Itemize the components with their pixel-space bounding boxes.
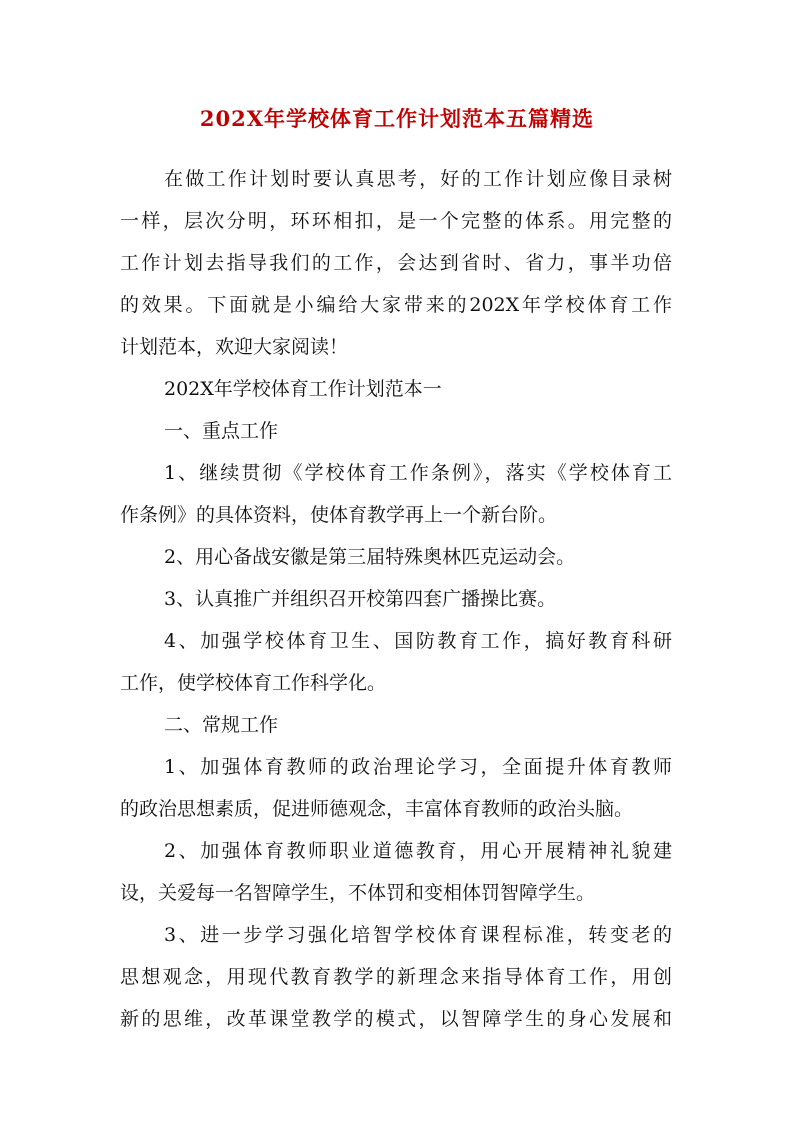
- paragraph-line: 一样，层次分明，环环相扣，是一个完整的体系。用完整的: [120, 210, 672, 232]
- paragraph-line: 作条例》的具体资料，使体育教学再上一个新台阶。: [120, 504, 558, 526]
- document-body: [120, 158, 672, 1040]
- paragraph-line: 的效果。下面就是小编给大家带来的202X年学校体育工作: [120, 294, 672, 316]
- document-title: 202X年学校体育工作计划范本五篇精选: [199, 106, 595, 131]
- paragraph-line: 2、用心备战安徽是第三届特殊奥林匹克运动会。: [164, 546, 576, 568]
- paragraph-line: 1、继续贯彻《学校体育工作条例》，落实《学校体育工: [164, 462, 672, 484]
- paragraph-line: 2、加强体育教师职业道德教育，用心开展精神礼貌建: [164, 840, 672, 862]
- section-title: 202X年学校体育工作计划范本一: [164, 378, 442, 400]
- paragraph-line: 的政治思想素质，促进师德观念，丰富体育教师的政治头脑。: [120, 798, 634, 820]
- paragraph-line: 3、认真推广并组织召开校第四套广播操比赛。: [164, 588, 557, 610]
- paragraph-line: 1、加强体育教师的政治理论学习，全面提升体育教师: [164, 756, 672, 778]
- section-heading: 一、重点工作: [164, 420, 279, 442]
- paragraph-line: 计划范本，欢迎大家阅读！: [120, 336, 349, 358]
- paragraph-line: 3、进一步学习强化培智学校体育课程标准，转变老的: [164, 924, 672, 946]
- paragraph-line: 新的思维，改革课堂教学的模式，以智障学生的身心发展和: [120, 1008, 672, 1030]
- paragraph-line: 工作，使学校体育工作科学化。: [120, 672, 387, 694]
- paragraph-line: 在做工作计划时要认真思考，好的工作计划应像目录树: [164, 168, 672, 190]
- section-heading: 二、常规工作: [164, 714, 279, 736]
- paragraph-line: 4、加强学校体育卫生、国防教育工作，搞好教育科研: [164, 630, 672, 652]
- paragraph-line: 工作计划去指导我们的工作，会达到省时、省力，事半功倍: [120, 252, 672, 274]
- paragraph-line: 设，关爱每一名智障学生，不体罚和变相体罚智障学生。: [120, 882, 596, 904]
- paragraph-line: 思想观念，用现代教育教学的新理念来指导体育工作，用创: [120, 966, 672, 988]
